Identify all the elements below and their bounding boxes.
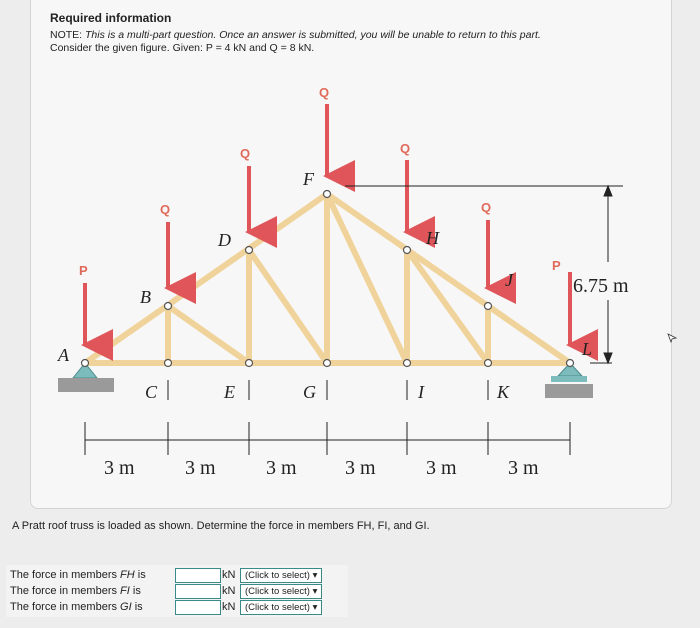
member-HK <box>407 250 488 363</box>
answer-label-FH: The force in members FH is <box>10 569 146 581</box>
note-prefix: NOTE: <box>50 29 86 41</box>
span-dimensions <box>85 422 570 455</box>
span-label-1: 3 m <box>104 457 135 479</box>
answer-label-GI: The force in members GI is <box>10 601 143 613</box>
label-Q-B: Q <box>160 202 171 217</box>
node-F: F <box>303 169 314 189</box>
node-J: J <box>505 270 513 290</box>
pin-support-A <box>58 363 114 392</box>
tension-select-FH[interactable]: (Click to select) ▾ <box>240 568 322 583</box>
span-label-5: 3 m <box>426 457 457 479</box>
height-label: 6.75 m <box>573 275 629 297</box>
node-H: H <box>426 228 439 248</box>
label-P-left: P <box>79 263 88 278</box>
given-text: Consider the given figure. Given: P = 4 kN and Q = 8 kN. <box>50 42 315 54</box>
chevron-down-icon: ▾ <box>312 570 318 581</box>
unit-GI: kN <box>222 601 236 613</box>
answer-input-FH[interactable] <box>175 568 221 583</box>
answer-input-FI[interactable] <box>175 584 221 599</box>
node-L: L <box>582 339 593 359</box>
section-title: Required information <box>50 11 172 25</box>
answer-input-GI[interactable] <box>175 600 221 615</box>
node-K: K <box>497 382 510 402</box>
span-label-3: 3 m <box>266 457 297 479</box>
label-P-right: P <box>552 258 561 273</box>
note-body: This is a multi-part question. Once an answer is submitted, you will be unable to return to this part. <box>85 29 541 41</box>
top-chord-left <box>85 194 327 363</box>
mouse-cursor-icon <box>667 333 677 343</box>
label-Q-J: Q <box>481 200 492 215</box>
label-Q-D: Q <box>240 146 251 161</box>
node-A: A <box>58 345 69 365</box>
chevron-down-icon: ▾ <box>312 586 318 597</box>
top-chord-right <box>327 194 570 363</box>
question-text: A Pratt roof truss is loaded as shown. Determine the force in members FH, FI, and GI. <box>12 520 430 532</box>
truss-members <box>85 194 570 363</box>
unit-FI: kN <box>222 585 236 597</box>
node-E: E <box>224 382 235 402</box>
span-label-2: 3 m <box>185 457 216 479</box>
member-DG <box>249 250 327 363</box>
answer-label-FI: The force in members FI is <box>10 585 141 597</box>
tension-select-GI[interactable]: (Click to select) ▾ <box>240 600 322 615</box>
member-BE <box>168 306 249 363</box>
span-label-6: 3 m <box>508 457 539 479</box>
roller-support-L <box>545 363 593 398</box>
label-Q-H: Q <box>400 141 411 156</box>
tension-select-FI[interactable]: (Click to select) ▾ <box>240 584 322 599</box>
node-D: D <box>218 230 231 250</box>
label-Q-F: Q <box>319 85 330 100</box>
node-B: B <box>140 287 151 307</box>
node-C: C <box>145 382 158 402</box>
unit-FH: kN <box>222 569 236 581</box>
chevron-down-icon: ▾ <box>312 602 318 613</box>
span-label-4: 3 m <box>345 457 376 479</box>
node-I: I <box>418 382 424 402</box>
node-G: G <box>303 382 316 402</box>
